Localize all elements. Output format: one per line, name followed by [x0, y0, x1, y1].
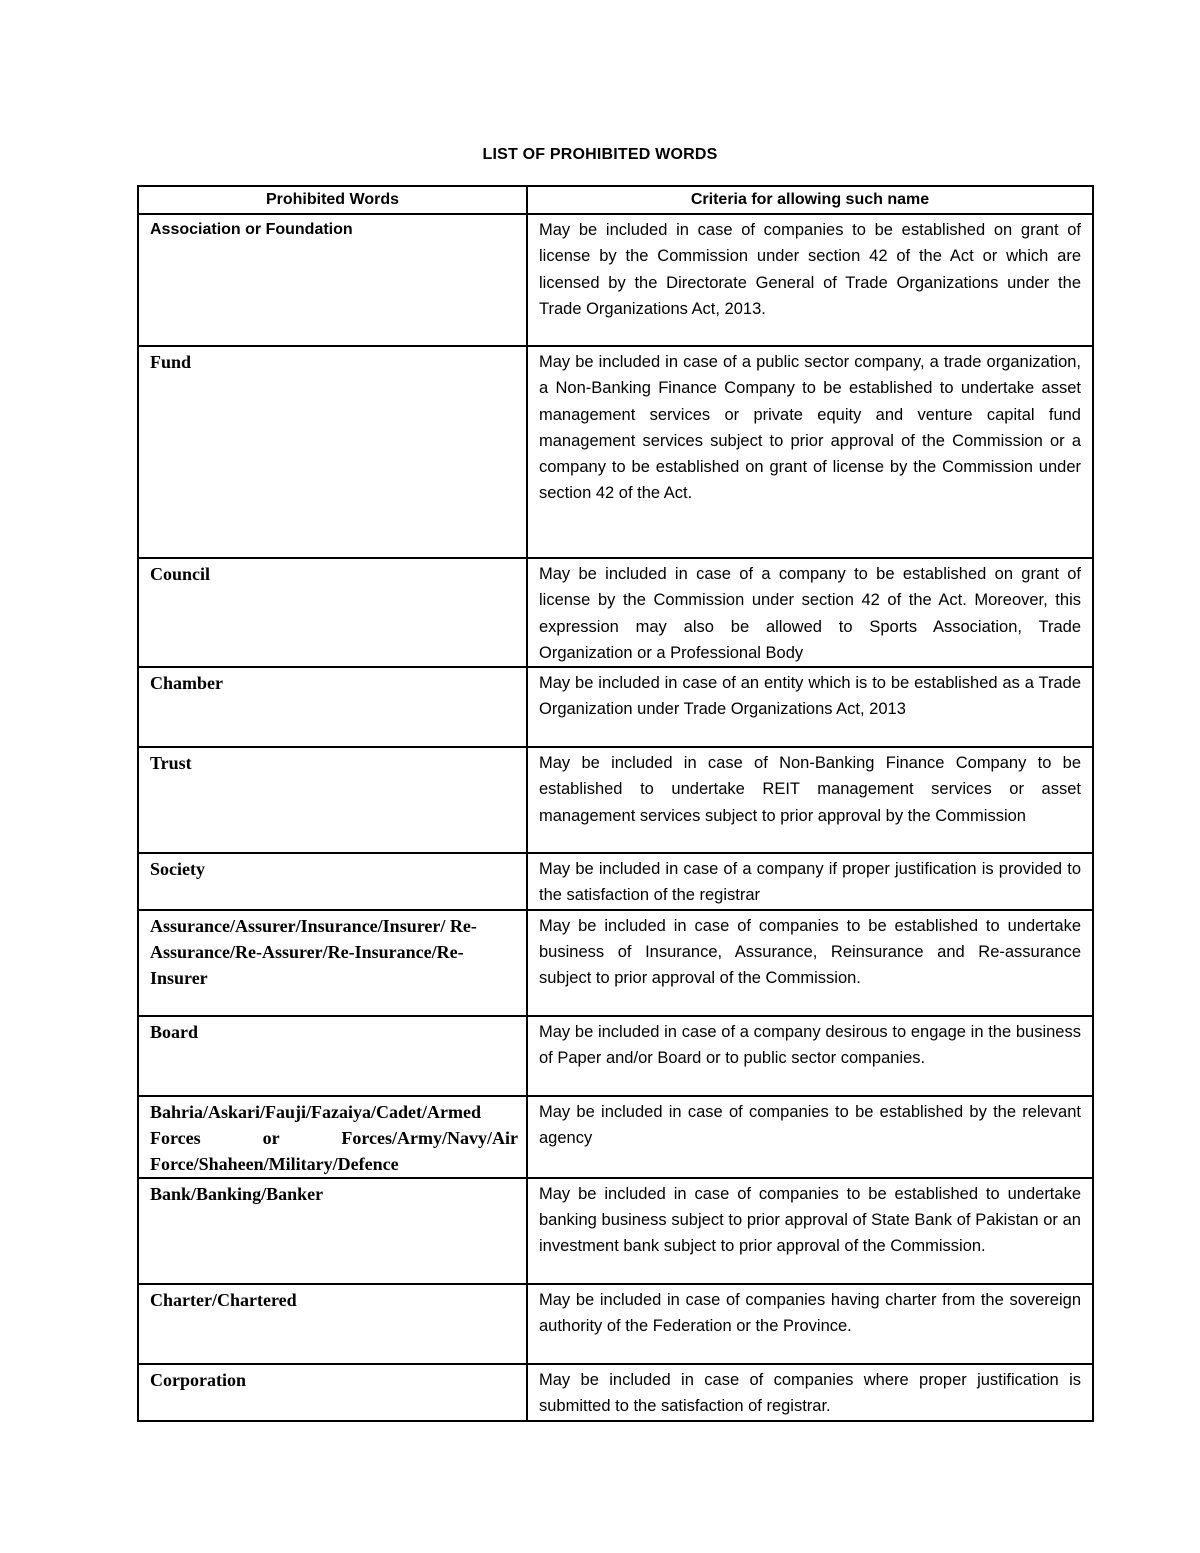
table-row [138, 1364, 1093, 1421]
table-row [138, 853, 1093, 910]
criteria-cell: May be included in case of companies to be established on grant of license by the Commission under section 42 of the Act or which are licensed by the Directorate General of Trade Organizations under the Trade Organizations Act, 2013. [527, 214, 1093, 346]
prohibited-words-table [137, 185, 1094, 1422]
table-row [138, 1096, 1093, 1178]
word-cell: Fund [138, 346, 527, 558]
criteria-cell: May be included in case of companies to be established to undertake banking business subject to prior approval of State Bank of Pakistan or an investment bank subject to prior approval of the Commission. [527, 1178, 1093, 1284]
criteria-cell: May be included in case of a company to be established on grant of license by the Commission under section 42 of the Act. Moreover, this expression may also be allowed to Sports Association, Trade Organization or a Professional Body [527, 558, 1093, 667]
table-row [138, 346, 1093, 558]
word-cell: Chamber [138, 667, 527, 747]
criteria-cell: May be included in case of a company if proper justification is provided to the satisfaction of the registrar [527, 853, 1093, 910]
word-cell: Society [138, 853, 527, 910]
page-title: LIST OF PROHIBITED WORDS [482, 146, 718, 163]
header-criteria: Criteria for allowing such name [527, 186, 1093, 214]
criteria-cell: May be included in case of companies where proper justification is submitted to the satisfaction of registrar. [527, 1364, 1093, 1421]
table-row [138, 667, 1093, 747]
table-header-row [138, 186, 1093, 214]
criteria-cell: May be included in case of companies having charter from the sovereign authority of the Federation or the Province. [527, 1284, 1093, 1364]
criteria-cell: May be included in case of a company desirous to engage in the business of Paper and/or Board or to public sector companies. [527, 1016, 1093, 1096]
criteria-cell: May be included in case of companies to be established by the relevant agency [527, 1096, 1093, 1178]
word-cell: Charter/Chartered [138, 1284, 527, 1364]
criteria-cell: May be included in case of companies to be established to undertake business of Insurance, Assurance, Reinsurance and Re-assurance subject to prior approval of the Commission. [527, 910, 1093, 1016]
table-row [138, 1284, 1093, 1364]
word-cell: Board [138, 1016, 527, 1096]
word-cell: Trust [138, 747, 527, 853]
table-row [138, 558, 1093, 667]
word-cell: Association or Foundation [138, 214, 527, 346]
criteria-cell: May be included in case of an entity which is to be established as a Trade Organization under Trade Organizations Act, 2013 [527, 667, 1093, 747]
header-prohibited-words: Prohibited Words [138, 186, 527, 214]
table-row [138, 910, 1093, 1016]
table-row [138, 1016, 1093, 1096]
table-row [138, 747, 1093, 853]
table-row [138, 1178, 1093, 1284]
word-cell: Corporation [138, 1364, 527, 1421]
word-cell: Bank/Banking/Banker [138, 1178, 527, 1284]
word-cell: Assurance/Assurer/Insurance/Insurer/ Re-Assurance/Re-Assurer/Re-Insurance/Re-Insurer [138, 910, 527, 1016]
word-cell: Bahria/Askari/Fauji/Fazaiya/Cadet/Armed Forces or Forces/Army/Navy/Air Force/Shaheen/Military/Defence [138, 1096, 527, 1178]
criteria-cell: May be included in case of Non-Banking Finance Company to be established to undertake REIT management services or asset management services subject to prior approval by the Commission [527, 747, 1093, 853]
table-row [138, 214, 1093, 346]
criteria-cell: May be included in case of a public sector company, a trade organization, a Non-Banking Finance Company to be established to undertake asset management services or private equity and venture capital fund management services subject to prior approval of the Commission or a company to be established on grant of license by the Commission under section 42 of the Act. [527, 346, 1093, 558]
word-cell: Council [138, 558, 527, 667]
